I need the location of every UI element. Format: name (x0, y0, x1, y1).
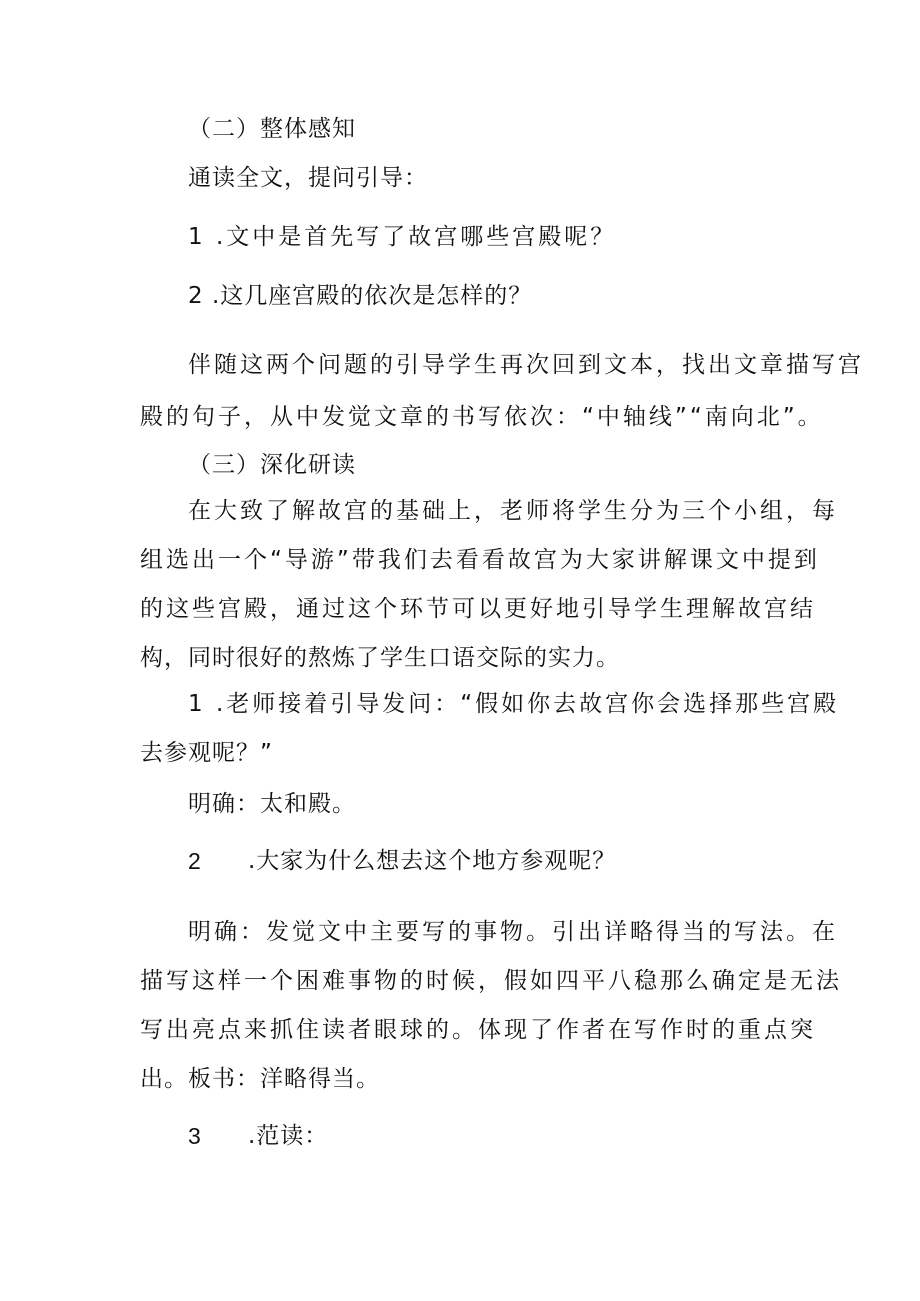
paragraph-groups-line-4: 构，同时很好的熬炼了学生口语交际的实力。 (140, 645, 620, 671)
answer-paragraph-line-4: 出。板书：洋略得当。 (140, 1066, 380, 1092)
section-heading-deep-reading: （三）深化研读 (188, 452, 356, 478)
question-1: 1 .文中是首先写了故宫哪些宫殿呢？ (188, 224, 617, 250)
item-2-question: .大家为什么想去这个地方参观呢？ (248, 848, 617, 874)
item-1-question-line-2: 去参观呢？” (140, 740, 273, 766)
answer-paragraph-line-2: 描写这样一个困难事物的时候，假如四平八稳那么确定是无法 (140, 968, 842, 994)
paragraph-read-through: 通读全文，提问引导： (188, 165, 428, 191)
item-3-model-reading: .范读： (248, 1123, 329, 1149)
paragraph-guidance-line-1: 伴随这两个问题的引导学生再次回到文本，找出文章描写宫 (188, 352, 864, 378)
question-2: 2 .这几座宫殿的依次是怎样的？ (188, 283, 533, 309)
paragraph-groups-line-2: 组选出一个“导游”带我们去看看故宫为大家讲解课文中提到 (140, 547, 820, 573)
paragraph-guidance-line-2: 殿的句子，从中发觉文章的书写依次：“中轴线”“南向北”。 (140, 404, 824, 430)
paragraph-groups-line-1: 在大致了解故宫的基础上，老师将学生分为三个小组，每 (188, 498, 838, 524)
answer-paragraph-line-1: 明确：发觉文中主要写的事物。引出详略得当的写法。在 (188, 919, 838, 945)
answer-paragraph-line-3: 写出亮点来抓住读者眼球的。体现了作者在写作时的重点突 (140, 1017, 816, 1043)
item-2-number: 2 (188, 848, 202, 874)
item-3-number: 3 (188, 1123, 202, 1149)
answer-taihe-hall: 明确：太和殿。 (188, 791, 356, 817)
item-1-question-line-1: 1 .老师接着引导发问：“假如你去故宫你会选择那些宫殿 (188, 691, 840, 717)
paragraph-groups-line-3: 的这些宫殿，通过这个环节可以更好地引导学生理解故宫结 (140, 596, 816, 622)
section-heading-overall-perception: （二）整体感知 (188, 116, 356, 142)
